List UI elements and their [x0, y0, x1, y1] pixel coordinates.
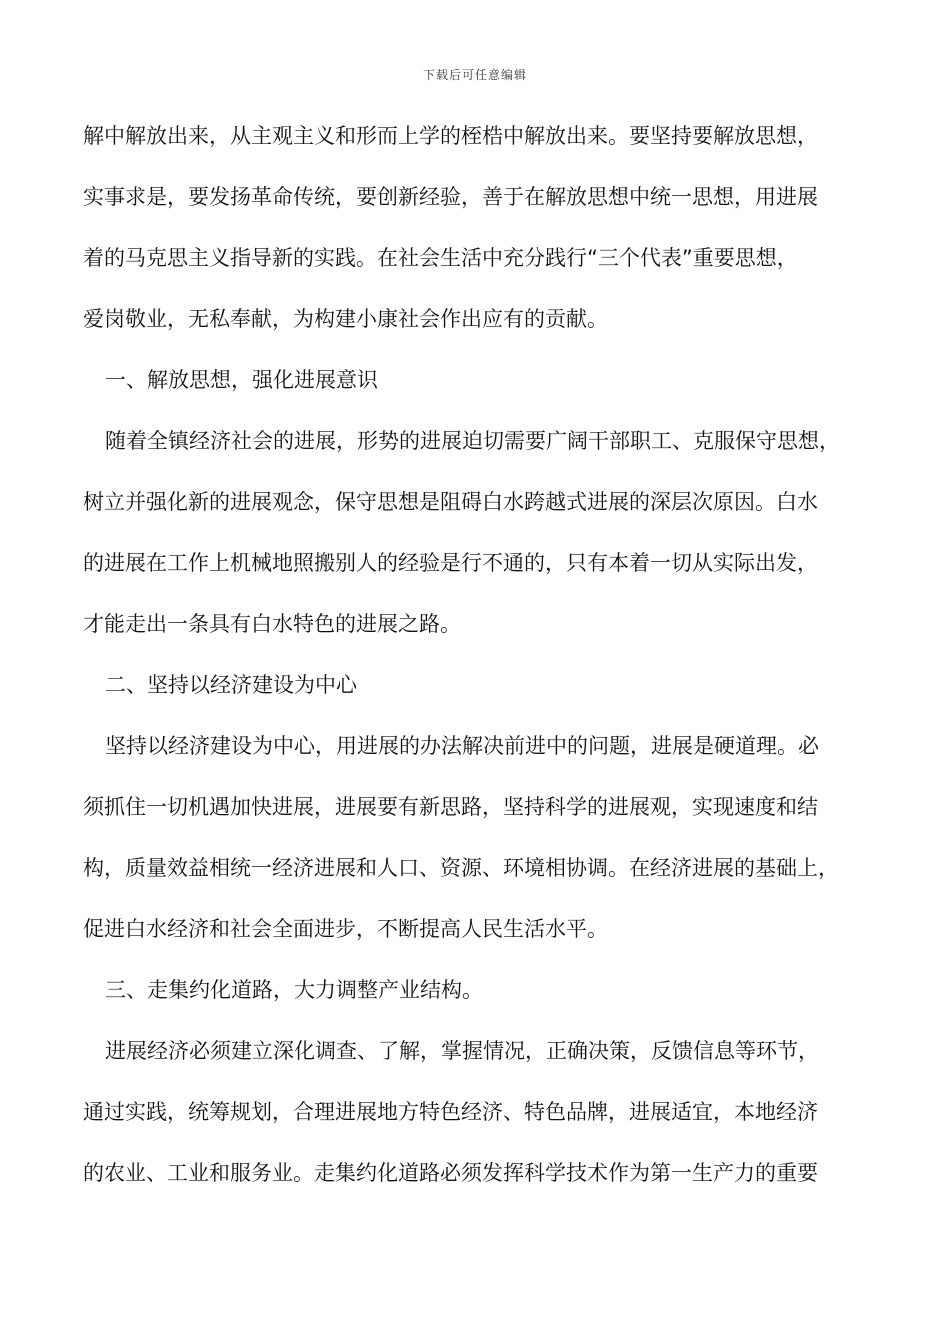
text-line: 须抓住一切机遇加快进展，进展要有新思路，坚持科学的进展观，实现速度和结 — [83, 795, 818, 819]
text-line: 二、坚持以经济建设为中心 — [105, 673, 357, 697]
text-line: 着的马克思主义指导新的实践。在社会生活中充分践行“三个代表”重要思想， — [83, 246, 798, 270]
text-line: 的进展在工作上机械地照搬别人的经验是行不通的，只有本着一切从实际出发， — [83, 551, 818, 575]
text-line: 随着全镇经济社会的进展，形势的进展迫切需要广阔干部职工、克服保守思想， — [105, 429, 840, 453]
text-line: 才能走出一条具有白水特色的进展之路。 — [83, 612, 461, 636]
text-line: 的农业、工业和服务业。走集约化道路必须发挥科学技术作为第一生产力的重要 — [83, 1161, 818, 1185]
text-line: 三、走集约化道路，大力调整产业结构。 — [105, 978, 483, 1002]
text-line: 一、解放思想，强化进展意识 — [105, 368, 378, 392]
text-line: 解中解放出来，从主观主义和形而上学的桎梏中解放出来。要坚持要解放思想， — [83, 124, 818, 148]
text-line: 爱岗敬业，无私奉献，为构建小康社会作出应有的贡献。 — [83, 307, 608, 331]
document-body — [83, 114, 883, 1212]
text-line: 构，质量效益相统一经济进展和人口、资源、环境相协调。在经济进展的基础上， — [83, 856, 839, 880]
text-line: 进展经济必须建立深化调查、了解，掌握情况，正确决策，反馈信息等环节， — [105, 1039, 819, 1063]
text-line: 坚持以经济建设为中心，用进展的办法解决前进中的问题，进展是硬道理。必 — [105, 734, 819, 758]
text-line: 通过实践，统筹规划，合理进展地方特色经济、特色品牌，进展适宜，本地经济 — [83, 1100, 818, 1124]
text-line: 实事求是，要发扬革命传统，要创新经验，善于在解放思想中统一思想，用进展 — [83, 185, 818, 209]
text-line: 树立并强化新的进展观念，保守思想是阻碍白水跨越式进展的深层次原因。白水 — [83, 490, 818, 514]
text-line: 促进白水经济和社会全面进步，不断提高人民生活水平。 — [83, 917, 608, 941]
page-header-note: 下载后可任意编辑 — [422, 68, 527, 82]
